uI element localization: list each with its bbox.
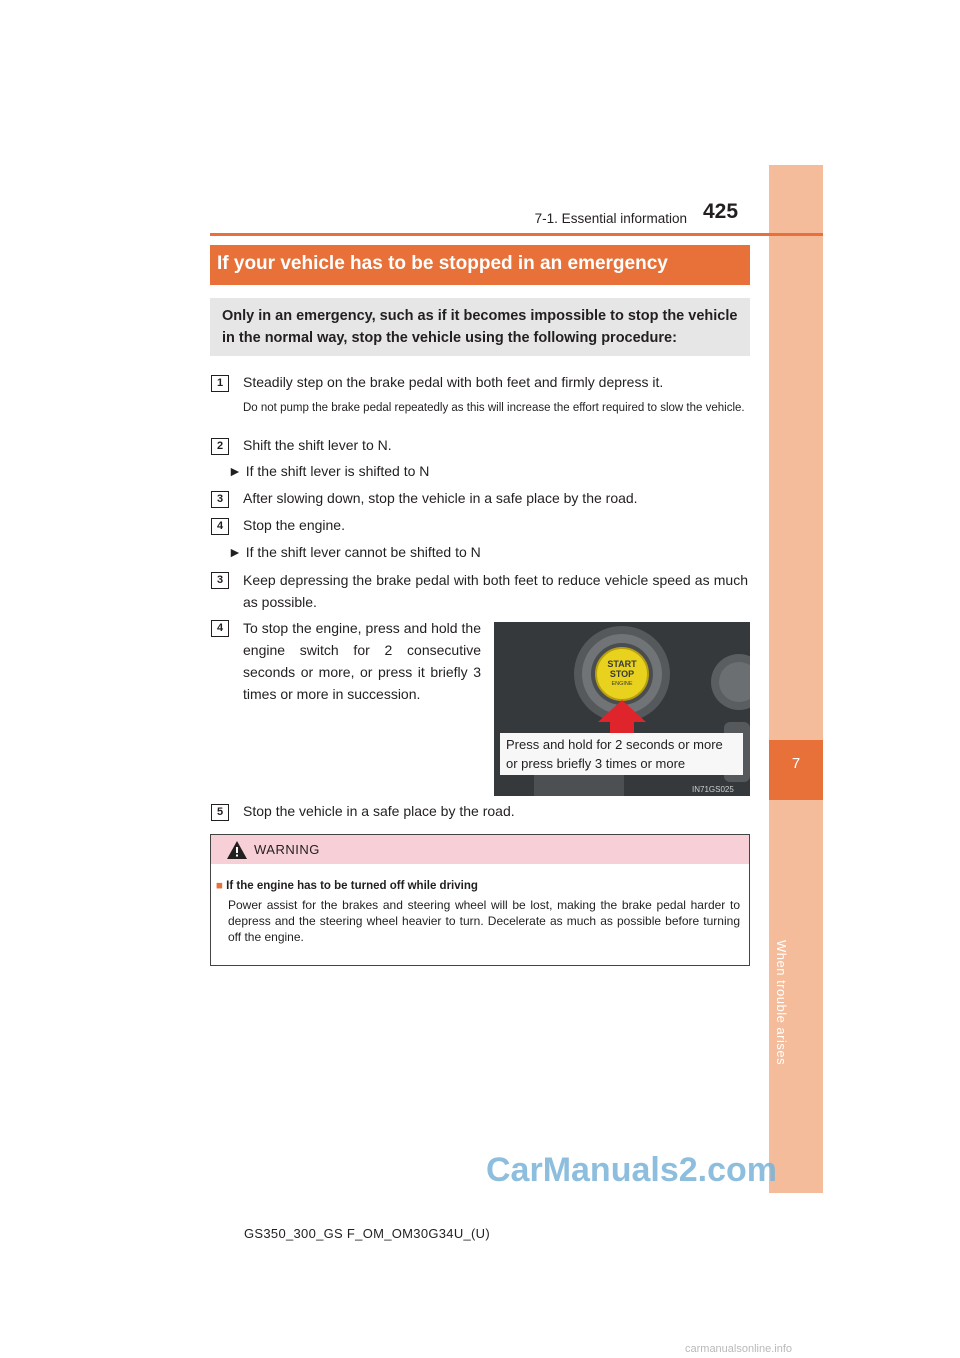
chapter-label: When trouble arises <box>774 940 789 1066</box>
footer-code: GS350_300_GS F_OM_OM30G34U_(U) <box>244 1226 490 1241</box>
intro-text: Only in an emergency, such as if it becomes impossible to stop the vehicle in the normal way, stop the vehicle using the following procedure: <box>222 308 738 346</box>
watermark-logo: CarManuals2.com <box>486 1151 777 1189</box>
button-label-engine: ENGINE <box>611 681 633 687</box>
step-number-box: 1 <box>211 375 229 392</box>
warning-title: WARNING <box>254 842 320 857</box>
header-rule <box>210 233 823 236</box>
step-note: Do not pump the brake pedal repeatedly as this will increase the effort required to slow the vehicle. <box>243 402 745 414</box>
watermark-bottom: carmanualsonline.info <box>685 1343 793 1355</box>
step-text: Shift the shift lever to N. <box>243 437 392 453</box>
step-text: Steadily step on the brake pedal with both feet and firmly depress it. <box>243 374 664 390</box>
button-label-stop: STOP <box>609 669 635 679</box>
step-text: Stop the engine. <box>243 517 345 533</box>
step-number-box: 2 <box>211 438 229 455</box>
step-text: After slowing down, stop the vehicle in a safe place by the road. <box>243 490 638 506</box>
step-text: Stop the vehicle in a safe place by the road. <box>243 803 515 819</box>
triangle-right-icon: ► <box>228 544 242 560</box>
photo-code: IN71GS025 <box>692 785 734 794</box>
warning-subtitle <box>216 880 478 892</box>
warning-body: Power assist for the brakes and steering wheel will be lost, making the brake pedal harder to depress and the steering wheel heavier to turn. Decelerate as much as possible before turning off the engine. <box>228 898 740 944</box>
photo-caption: Press and hold for 2 seconds or more or press briefly 3 times or more <box>500 733 743 775</box>
step-number-box: 5 <box>211 804 229 821</box>
step-number-box: 3 <box>211 491 229 508</box>
subhead <box>228 461 429 482</box>
step-number-box: 4 <box>211 518 229 535</box>
page-title: If your vehicle has to be stopped in an emergency <box>217 253 668 274</box>
triangle-right-icon: ► <box>228 463 242 479</box>
step-text: To stop the engine, press and hold the engine switch for 2 consecutive seconds or more, or press it briefly 3 times or more in succession. <box>243 620 481 702</box>
subhead <box>228 542 481 563</box>
section-title: 7-1. Essential information <box>534 211 687 226</box>
chapter-number: 7 <box>791 755 801 772</box>
square-bullet-icon: ■ <box>216 880 223 892</box>
subhead-text: If the shift lever cannot be shifted to N <box>245 544 481 560</box>
warning-triangle-icon <box>226 840 248 860</box>
step-text: Keep depressing the brake pedal with both feet to reduce vehicle speed as much as possible. <box>243 572 748 610</box>
warning-subtitle-text: If the engine has to be turned off while driving <box>226 880 478 892</box>
step-number-box: 4 <box>211 620 229 637</box>
page-number: 425 <box>703 200 739 223</box>
subhead-text: If the shift lever is shifted to N <box>245 463 430 479</box>
step-number-box: 3 <box>211 572 229 589</box>
button-label-start: START <box>607 659 637 669</box>
